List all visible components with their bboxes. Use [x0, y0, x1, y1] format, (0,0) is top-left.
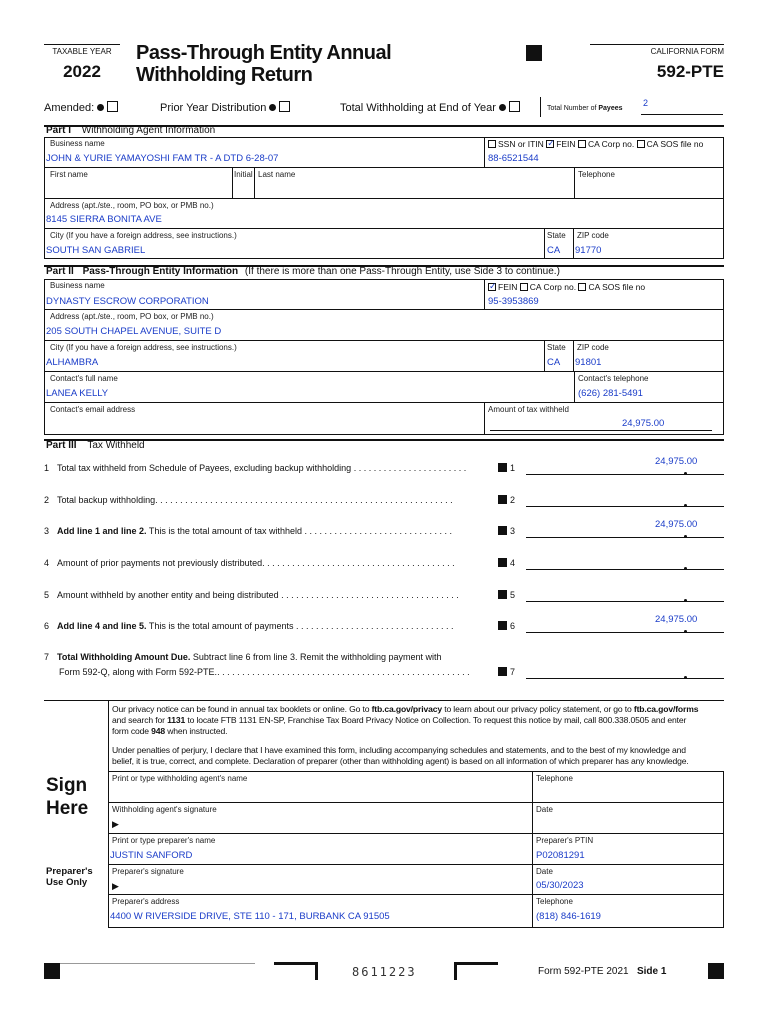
form-title-line2: Withholding Return [136, 64, 313, 86]
p2-ca-sos-checkbox[interactable] [578, 283, 586, 291]
line-5-marker: 5 [498, 590, 515, 600]
part3-subtitle: Tax Withheld [87, 440, 145, 451]
p2-tax-withheld-label: Amount of tax withheld [488, 405, 569, 414]
square-icon [498, 590, 507, 599]
p2-contact-phone-field[interactable]: (626) 281-5491 [578, 388, 643, 399]
part1-heading [46, 125, 215, 136]
agent-date-label: Date [536, 805, 553, 814]
line-3-amount[interactable]: 24,975.00 [655, 519, 698, 530]
footer-form-label: Form 592-PTE 2021 Side 1 [538, 966, 667, 977]
total-payees-box [540, 97, 724, 117]
line-2-text: 2 Total backup withholding. . . . . . . . . . . . . . . . . . . . . . . . . . . . . . . . . . . . . . . . . . . . . . . . . . . . . . . . . . . . [44, 495, 453, 505]
square-icon [498, 667, 507, 676]
bullet-icon [499, 104, 506, 111]
preparer-address-label: Preparer's address [112, 897, 180, 906]
agent-phone-label: Telephone [536, 774, 573, 783]
line-7-number: 7 [44, 652, 50, 662]
decimal-dot [684, 535, 687, 538]
ca-corp-label: CA Corp no. [587, 139, 635, 149]
corner-mark-bottom-right [708, 963, 724, 979]
line-3-text: 3 Add line 1 and line 2. This is the total amount of tax withheld . . . . . . . . . . . . . . . . . . . . . . . . . . . . . . [44, 526, 452, 536]
total-payees-label: Total Number of Payees [547, 105, 623, 112]
p2-email-label: Contact's email address [50, 405, 136, 414]
ssn-checkbox[interactable] [488, 140, 496, 148]
line-7-dots: . . . . . . . . . . . . . . . . . . . . . . . . . . . . . . . . . . . . . . . . . . . . . . . . . . . [217, 667, 470, 677]
part1-title: Part I [46, 125, 72, 136]
part3-heading [46, 440, 145, 451]
perjury-statement: Under penalties of perjury, I declare that I have examined this form, including accompanying schedules and statements, and to the best of my knowledge and belief, it is true, correct, and complete. Declaration of preparer (other than withholding agent) is based on all information of which preparer has any knowledge. [112, 745, 689, 766]
ca-corp-checkbox[interactable] [578, 140, 586, 148]
california-form-box [590, 44, 724, 90]
p1-city-label: City (If you have a foreign address, see instructions.) [50, 231, 237, 240]
decimal-dot [684, 504, 687, 507]
corner-mark-bottom-left [44, 963, 60, 979]
line-4-amount-line[interactable] [526, 569, 724, 570]
p2-contact-name-field[interactable]: LANEA KELLY [46, 388, 109, 399]
bullet-icon [269, 104, 276, 111]
part2-note: (If there is more than one Pass-Through Entity, use Side 3 to continue.) [244, 266, 560, 277]
line-4-marker: 4 [498, 558, 515, 568]
line-5-text: 5 Amount withheld by another entity and being distributed . . . . . . . . . . . . . . . . . . . . . . . . . . . . . . . . . . . . [44, 590, 459, 600]
bracket-mark-left [274, 962, 318, 980]
line-3-amount-line[interactable] [526, 537, 724, 538]
p2-business-name-field[interactable]: DYNASTY ESCROW CORPORATION [46, 296, 209, 307]
line-1-amount[interactable]: 24,975.00 [655, 456, 698, 467]
p2-state-field[interactable]: CA [547, 357, 561, 368]
prior-year-checkbox[interactable] [279, 101, 290, 112]
line-7-text [44, 652, 442, 662]
line-7-amount-line[interactable] [526, 678, 724, 679]
decimal-dot [684, 472, 687, 475]
line-6-amount[interactable]: 24,975.00 [655, 614, 698, 625]
preparer-name-field[interactable]: JUSTIN SANFORD [110, 850, 193, 861]
p1-id-value-field[interactable]: 88-6521544 [488, 153, 539, 164]
square-icon [498, 558, 507, 567]
part2-subtitle: Pass-Through Entity Information [82, 266, 239, 277]
ca-sos-label: CA SOS file no [646, 139, 704, 149]
p1-zip-label: ZIP code [577, 231, 609, 240]
arrow-icon: ▶ [112, 881, 119, 891]
line-6-marker: 6 [498, 621, 515, 631]
line-4-text: 4 Amount of prior payments not previously distributed. . . . . . . . . . . . . . . . . . . . . . . . . . . . . . . . . . . . . . . [44, 558, 455, 568]
line-5-amount-line[interactable] [526, 601, 724, 602]
line-3-marker: 3 [498, 526, 515, 536]
part1-subtitle: Withholding Agent Information [81, 125, 216, 136]
part2-title: Part II [46, 266, 74, 277]
part2-heading [46, 266, 560, 277]
prior-year-row [160, 101, 290, 114]
fein-checkbox[interactable] [546, 140, 554, 148]
sign-here-title: Sign Here [46, 775, 89, 819]
p2-state-label: State [547, 343, 566, 352]
line-1-text: 1 Total tax withheld from Schedule of Payees, excluding backup withholding . . . . . . . . . . . . . . . . . . . . . . . [44, 463, 467, 473]
preparer-sig-label: Preparer's signature [112, 867, 184, 876]
prior-year-label: Prior Year Distribution [160, 102, 267, 114]
p2-id-options [488, 282, 645, 292]
form-title-line1: Pass-Through Entity Annual [136, 42, 392, 64]
line-2-marker: 2 [498, 495, 515, 505]
decimal-dot [684, 630, 687, 633]
amended-label: Amended: [44, 102, 95, 114]
fein-label: FEIN [556, 139, 576, 149]
line-7-desc: Subtract line 6 from line 3. Remit the withholding payment with [190, 652, 442, 662]
square-icon [498, 621, 507, 630]
total-withholding-checkbox[interactable] [509, 101, 520, 112]
privacy-notice: Our privacy notice can be found in annual tax booklets or online. Go to ftb.ca.gov/privacy to learn about our privacy policy statement, or go to ftb.ca.gov/forms and search for 1131 to locate FTB 1131 EN-SP, Franchise Tax Board Privacy Notice on Collection. To request this notice by mail, call 800.338.0505 and enter form code 948 when instructed. [112, 704, 699, 736]
preparer-date-field[interactable]: 05/30/2023 [536, 880, 584, 891]
p2-id-value-field[interactable]: 95-3953869 [488, 296, 539, 307]
p2-contact-phone-label: Contact's telephone [578, 374, 649, 383]
p2-address-field[interactable]: 205 SOUTH CHAPEL AVENUE, SUITE D [46, 326, 222, 337]
preparer-address-field[interactable]: 4400 W RIVERSIDE DRIVE, STE 110 - 171, BURBANK CA 91505 [110, 911, 390, 922]
p2-ca-sos-label: CA SOS file no [588, 282, 646, 292]
form-number: 592-PTE [656, 62, 724, 81]
p1-state-field[interactable]: CA [547, 245, 561, 256]
p1-telephone-label: Telephone [578, 170, 615, 179]
p1-address-field[interactable]: 8145 SIERRA BONITA AVE [46, 214, 162, 225]
p1-state-label: State [547, 231, 566, 240]
square-icon [498, 495, 507, 504]
p2-contact-name-label: Contact's full name [50, 374, 118, 383]
decimal-dot [684, 599, 687, 602]
line-7-text2 [59, 667, 470, 677]
p2-city-label: City (If you have a foreign address, see instructions.) [50, 343, 237, 352]
p2-fein-label: FEIN [498, 282, 518, 292]
square-icon [498, 526, 507, 535]
p1-initial-label: Initial [234, 170, 253, 179]
bullet-icon [97, 104, 104, 111]
line-7-marker: 7 [498, 667, 515, 677]
p1-city-field[interactable]: SOUTH SAN GABRIEL [46, 245, 146, 256]
p1-id-options [488, 139, 703, 149]
p2-zip-field[interactable]: 91801 [575, 357, 602, 368]
preparer-phone-field[interactable]: (818) 846-1619 [536, 911, 601, 922]
line-1-amount-line[interactable] [526, 474, 724, 475]
decimal-dot [684, 567, 687, 570]
p2-fein-checkbox[interactable] [488, 283, 496, 291]
ca-sos-checkbox[interactable] [637, 140, 645, 148]
p2-city-field[interactable]: ALHAMBRA [46, 357, 99, 368]
total-payees-value[interactable]: 2 [643, 98, 649, 108]
line-7-desc2: Form 592-Q, along with Form 592-PTE. [59, 667, 218, 677]
p2-zip-label: ZIP code [577, 343, 609, 352]
agent-name-label: Print or type withholding agent's name [112, 774, 248, 783]
p1-business-name-label: Business name [50, 139, 105, 148]
amended-checkbox[interactable] [107, 101, 118, 112]
form-code: 8611223 [352, 965, 417, 979]
preparer-name-label: Print or type preparer's name [112, 836, 216, 845]
taxable-year-box [44, 44, 120, 90]
amended-row [44, 101, 118, 114]
tax-year: 2022 [63, 62, 101, 81]
p2-ca-corp-checkbox[interactable] [520, 283, 528, 291]
line-1-marker: 1 [498, 463, 515, 473]
agent-sig-label: Withholding agent's signature [112, 805, 217, 814]
p2-business-name-label: Business name [50, 281, 105, 290]
p1-last-name-label: Last name [258, 170, 296, 179]
total-withholding-label: Total Withholding at End of Year [340, 102, 496, 114]
form-title [136, 42, 391, 86]
ptin-label: Preparer's PTIN [536, 836, 594, 845]
line-6-text: 6 Add line 4 and line 5. This is the total amount of payments . . . . . . . . . . . . . . . . . . . . . . . . . . . . . . . . [44, 621, 454, 631]
bracket-mark-right [454, 962, 498, 980]
preparer-phone-label: Telephone [536, 897, 573, 906]
p1-zip-field[interactable]: 91770 [575, 245, 602, 256]
sign-grid [108, 771, 724, 928]
arrow-icon: ▶ [112, 819, 119, 829]
p2-tax-withheld-field[interactable]: 24,975.00 [622, 418, 665, 429]
ptin-field[interactable]: P02081291 [536, 850, 585, 861]
line-7-bold: Total Withholding Amount Due. [57, 652, 191, 662]
p2-address-label: Address (apt./ste., room, PO box, or PMB no.) [50, 312, 214, 321]
p1-address-label: Address (apt./ste., room, PO box, or PMB no.) [50, 201, 214, 210]
p2-ca-corp-label: CA Corp no. [529, 282, 577, 292]
p1-business-name-field[interactable]: JOHN & YURIE YAMAYOSHI FAM TR - A DTD 6-28-07 [46, 153, 279, 164]
preparer-use-title: Preparer's Use Only [46, 866, 93, 888]
line-2-amount-line[interactable] [526, 506, 724, 507]
taxable-year-label: TAXABLE YEAR [52, 47, 112, 56]
line-6-amount-line[interactable] [526, 632, 724, 633]
corner-mark-top [526, 45, 542, 61]
p1-first-name-label: First name [50, 170, 88, 179]
preparer-date-label: Date [536, 867, 553, 876]
square-icon [498, 463, 507, 472]
california-form-label: CALIFORNIA FORM [650, 47, 724, 56]
part3-title: Part III [46, 440, 77, 451]
total-withholding-row [340, 101, 520, 114]
ssn-label: SSN or ITIN [498, 139, 544, 149]
